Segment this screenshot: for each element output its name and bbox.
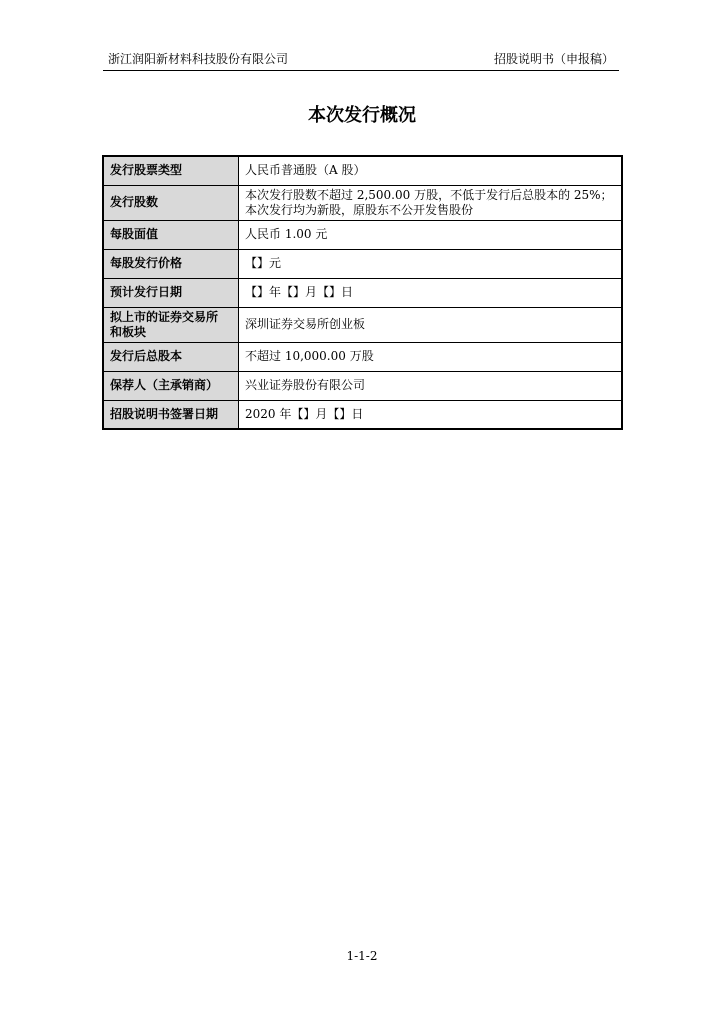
row-label: 每股面值 <box>103 220 239 249</box>
row-label: 预计发行日期 <box>103 278 239 307</box>
row-value: 兴业证券股份有限公司 <box>239 371 623 400</box>
row-value <box>239 185 623 220</box>
row-value: 深圳证券交易所创业板 <box>239 307 623 342</box>
table-row <box>103 307 622 342</box>
page-number: 1-1-2 <box>346 949 378 963</box>
offering-overview-table <box>102 155 623 430</box>
table-row <box>103 249 622 278</box>
header-document-type: 招股说明书（申报稿） <box>493 52 614 66</box>
table-row <box>103 278 622 307</box>
row-value: 人民币 1.00 元 <box>239 220 623 249</box>
table-row <box>103 156 622 185</box>
row-value-line: 本次发行均为新股，原股东不公开发售股份 <box>245 202 474 217</box>
table-row <box>103 220 622 249</box>
row-label-line: 和板块 <box>110 324 147 339</box>
row-value-line: 本次发行股数不超过 2,500.00 万股，不低于发行后总股本的 25%； <box>245 187 613 202</box>
page-header <box>103 50 619 71</box>
row-value: 【】元 <box>239 249 623 278</box>
row-label: 招股说明书签署日期 <box>103 400 239 429</box>
table-row <box>103 371 622 400</box>
row-label: 发行后总股本 <box>103 342 239 371</box>
row-value: 不超过 10,000.00 万股 <box>239 342 623 371</box>
table-row <box>103 185 622 220</box>
table-row <box>103 342 622 371</box>
page-title: 本次发行概况 <box>308 105 416 126</box>
row-value: 2020 年【】月【】日 <box>239 400 623 429</box>
row-label: 保荐人（主承销商） <box>103 371 239 400</box>
row-label <box>103 307 239 342</box>
row-label: 发行股数 <box>103 185 239 220</box>
row-value: 【】年【】月【】日 <box>239 278 623 307</box>
row-label: 每股发行价格 <box>103 249 239 278</box>
row-label: 发行股票类型 <box>103 156 239 185</box>
table-row <box>103 400 622 429</box>
row-label-line: 拟上市的证券交易所 <box>110 309 219 324</box>
header-company-name: 浙江润阳新材料科技股份有限公司 <box>108 52 289 66</box>
row-value: 人民币普通股（A 股） <box>239 156 623 185</box>
